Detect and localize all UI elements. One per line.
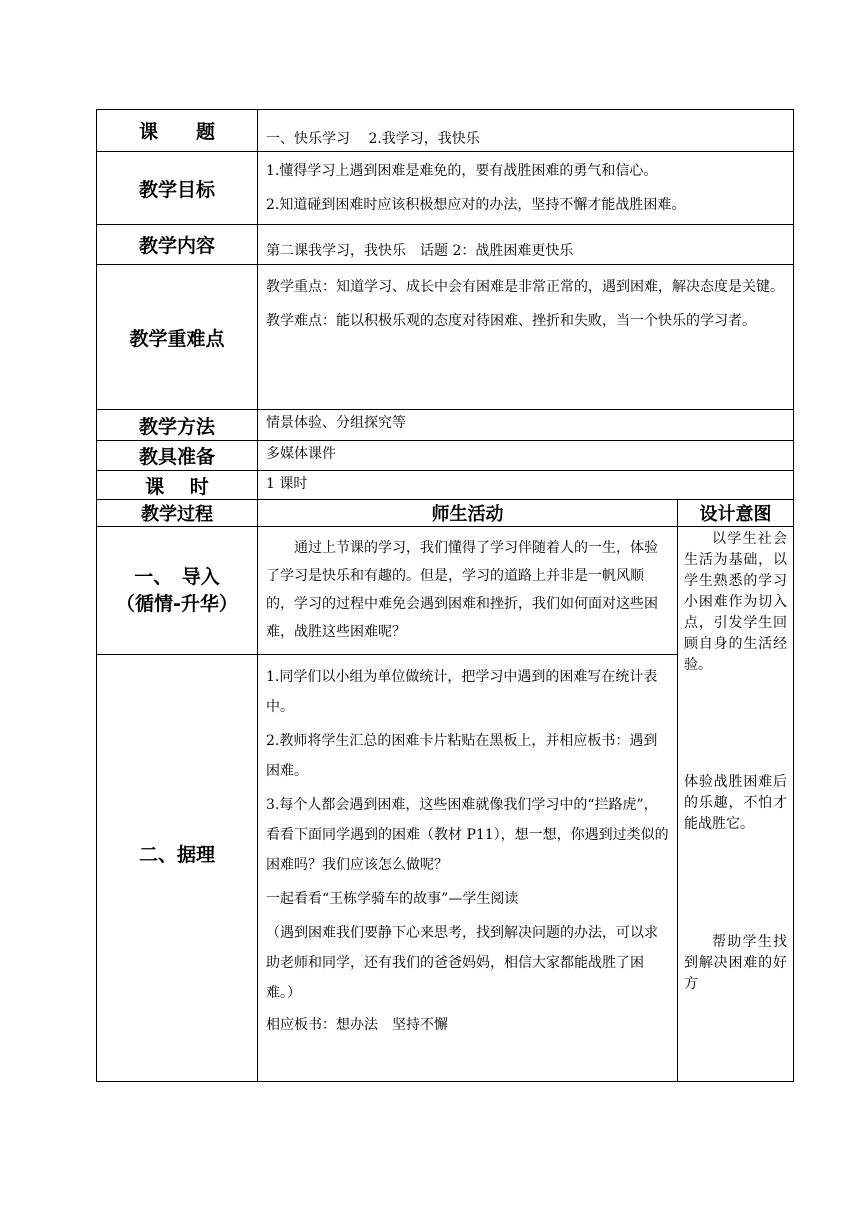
row-content	[97, 225, 794, 265]
stage-sublabel: （循情-升华）	[116, 592, 238, 615]
row-goals	[97, 152, 794, 225]
header-activities: 师生活动	[258, 500, 678, 527]
value-content: 第二课我学习，我快乐 话题 2：战胜困难更快乐	[266, 242, 574, 259]
activity-text: 2.教师将学生汇总的困难卡片粘贴在黑板上，并相应板书：遇到困难。	[266, 733, 658, 779]
stage-label: 一、 导入	[134, 565, 220, 588]
value-method: 情景体验、分组探究等	[266, 415, 406, 431]
design-intent: 帮助学生找到解决困难的好方	[684, 934, 787, 992]
stage-label: 二、据理	[97, 655, 258, 1082]
label-method: 教学方法	[97, 410, 258, 441]
label-hours: 课 时	[97, 471, 258, 500]
activity-text: 1.同学们以小组为单位做统计，把学习中遇到的困难写在统计表中。	[266, 669, 658, 715]
process-header-row	[97, 500, 794, 527]
value-hours: 1 课时	[266, 476, 308, 492]
key-point-item: 教学重点：知道学习、成长中会有困难是非常正常的，遇到困难，解决态度是关键。	[266, 279, 784, 295]
activity-text: 通过上节课的学习，我们懂得了学习伴随着人的一生，体验了学习是快乐和有趣的。但是，学习的道路上并非是一帆风顺的，学习的过程中难免会遇到困难和挫折，我们如何面对这些困难，战胜这些困难呢？	[266, 540, 658, 640]
activity-text: 一起看看“王栋学骑车的故事”—学生阅读	[266, 891, 519, 907]
row-topic	[97, 110, 794, 152]
row-tools	[97, 441, 794, 471]
label-tools: 教具准备	[97, 441, 258, 471]
header-intent: 设计意图	[678, 500, 794, 527]
goal-item: 2.知道碰到困难时应该积极想应对的办法，坚持不懈才能战胜困难。	[266, 197, 686, 213]
row-hours	[97, 471, 794, 500]
design-intent: 体验战胜困难后的乐趣，不怕才能战胜它。	[684, 774, 787, 832]
design-intent: 以学生社会生活为基础，以学生熟悉的学习小困难作为切入点，引发学生回顾自身的生活经验。	[684, 531, 787, 673]
design-intent-cell	[678, 527, 794, 1082]
stage-row-intro	[97, 527, 794, 655]
activity-text: 3.每个人都会遇到困难，这些困难就像我们学习中的“拦路虎”，看看下面同学遇到的困难（教材 P11），想一想，你遇到过类似的困难吗？我们应该怎么做呢？	[266, 797, 669, 873]
label-key-points: 教学重难点	[97, 265, 258, 410]
label-topic: 课 题	[97, 110, 258, 152]
label-goals: 教学目标	[97, 152, 258, 225]
activity-text: 相应板书：想办法 坚持不懈	[266, 1017, 448, 1033]
value-topic: 一、快乐学习 2.我学习，我快乐	[266, 130, 480, 147]
row-key-points	[97, 265, 794, 410]
header-process: 教学过程	[97, 500, 258, 527]
key-point-item: 教学难点：能以积极乐观的态度对待困难、挫折和失败，当一个快乐的学习者。	[266, 313, 756, 329]
row-method	[97, 410, 794, 441]
activity-text: （遇到困难我们要静下心来思考，找到解决问题的办法，可以求助老师和同学，还有我们的爸爸妈妈，相信大家都能战胜了困难。）	[266, 925, 658, 1001]
goal-item: 1.懂得学习上遇到困难是难免的，要有战胜困难的勇气和信心。	[266, 163, 658, 179]
label-content: 教学内容	[97, 225, 258, 265]
value-tools: 多媒体课件	[266, 446, 336, 462]
lesson-plan-table	[96, 109, 794, 1082]
